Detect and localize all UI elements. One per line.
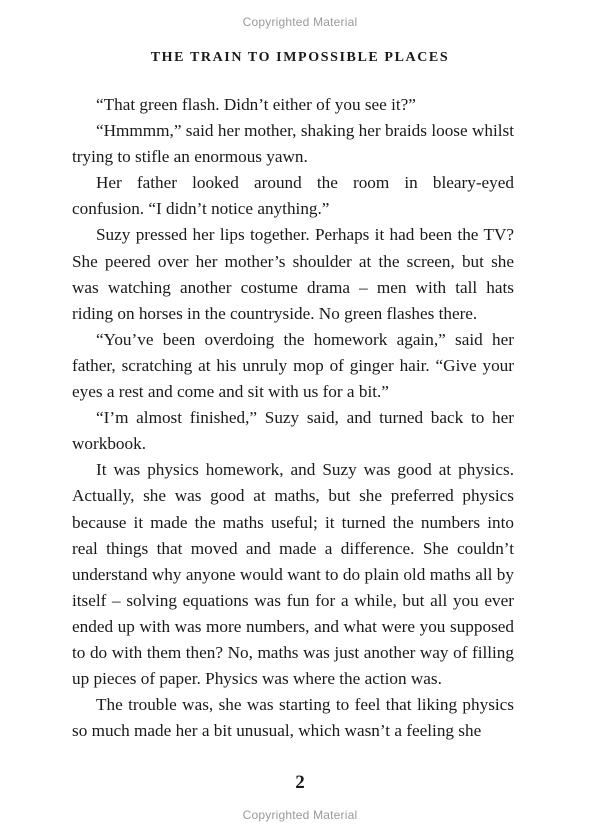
paragraph: “That green flash. Didn’t either of you see it?” xyxy=(96,95,416,114)
body-text xyxy=(72,92,514,744)
paragraph: “Hmmmm,” said her mother, shaking her braids loose whilst trying to stifle an enormous yawn. xyxy=(72,121,514,167)
paragraph: The trouble was, she was starting to feel that liking physics so much made her a bit unusual, which wasn’t a feeling she xyxy=(72,695,514,741)
page-number: 2 xyxy=(295,772,305,793)
paragraph: “I’m almost finished,” Suzy said, and turned back to her workbook. xyxy=(72,408,514,454)
paragraph: Her father looked around the room in bleary-eyed confusion. “I didn’t notice anything.” xyxy=(72,173,514,219)
paragraph: Suzy pressed her lips together. Perhaps it had been the TV? She peered over her mother’s shoulder at the screen, but she was watching another costume drama – men with tall hats riding on horses in the countryside. No green flashes there. xyxy=(72,225,514,323)
copyright-watermark-bottom: Copyrighted Material xyxy=(242,808,358,822)
paragraph: “You’ve been overdoing the homework again,” said her father, scratching at his unruly mop of ginger hair. “Give your eyes a rest and come and sit with us for a bit.” xyxy=(72,329,514,402)
running-head: THE TRAIN TO IMPOSSIBLE PLACES xyxy=(150,50,450,65)
copyright-watermark-top: Copyrighted Material xyxy=(242,15,358,29)
paragraph: It was physics homework, and Suzy was good at physics. Actually, she was good at maths, but she preferred physics because it made the maths useful; it turned the numbers into real things that moved and made a difference. She couldn’t understand why anyone would want to do plain old maths all by itself – solving equations was fun for a while, but all you ever ended up with was more numbers, and what were you supposed to do with them then? No, maths was just another way of filling up pieces of paper. Physics was where the action was. xyxy=(72,460,514,689)
